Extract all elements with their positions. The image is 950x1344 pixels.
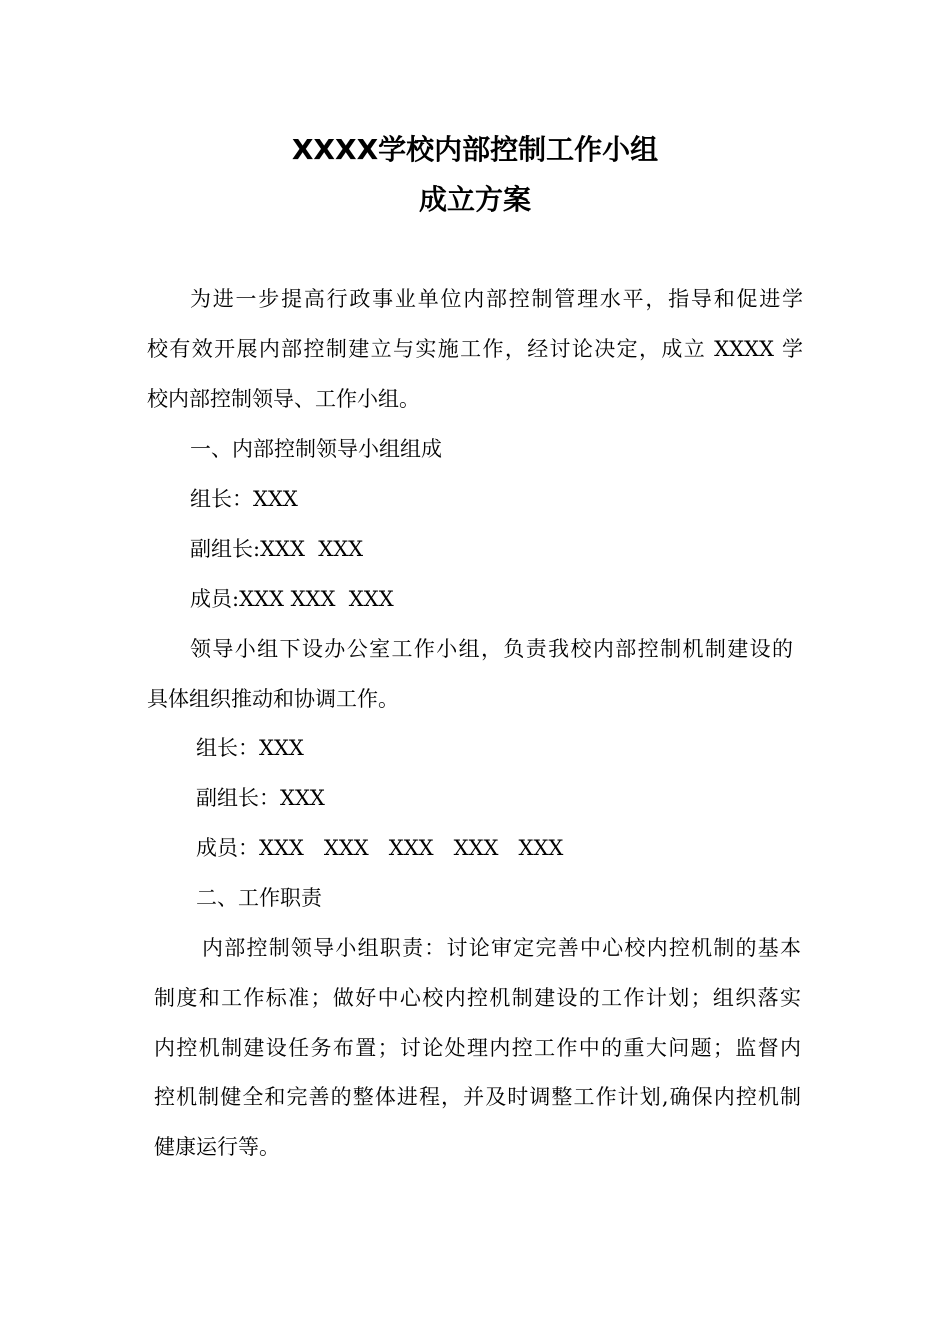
- office-deputy-line: 副组长：XXX: [196, 786, 325, 810]
- duties-line-2: 制度和工作标准；做好中心校内控机制建设的工作计划；组织落实: [154, 986, 801, 1010]
- intro-line-3: 校内部控制领导、工作小组。: [147, 387, 420, 411]
- section-1-heading: 一、内部控制领导小组组成: [190, 437, 442, 461]
- document-title-line-1: XXXX学校内部控制工作小组: [291, 133, 659, 166]
- section-2-heading: 二、工作职责: [196, 886, 322, 910]
- office-members-line: 成员：XXX XXX XXX XXX XXX: [196, 836, 564, 860]
- intro-line-2: 校有效开展内部控制建立与实施工作，经讨论决定，成立 XXXX 学: [147, 337, 803, 361]
- office-line-1: 领导小组下设办公室工作小组，负责我校内部控制机制建设的: [190, 637, 793, 661]
- duties-line-3: 内控机制建设任务布置；讨论处理内控工作中的重大问题；监督内: [154, 1036, 801, 1060]
- deputy-leader-line: 副组长:XXX XXX: [190, 537, 364, 561]
- duties-line-1: 内部控制领导小组职责：讨论审定完善中心校内控机制的基本: [202, 936, 801, 960]
- members-line: 成员:XXX XXX XXX: [190, 587, 394, 611]
- duties-line-4: 控机制健全和完善的整体进程，并及时调整工作计划,确保内控机制: [154, 1085, 801, 1109]
- document-title-line-2: 成立方案: [418, 183, 531, 216]
- duties-line-5: 健康运行等。: [154, 1135, 280, 1159]
- intro-line-1: 为进一步提高行政事业单位内部控制管理水平，指导和促进学: [190, 287, 803, 311]
- office-line-2: 具体组织推动和协调工作。: [147, 687, 399, 711]
- office-leader-line: 组长：XXX: [196, 736, 304, 760]
- leader-line: 组长：XXX: [190, 487, 298, 511]
